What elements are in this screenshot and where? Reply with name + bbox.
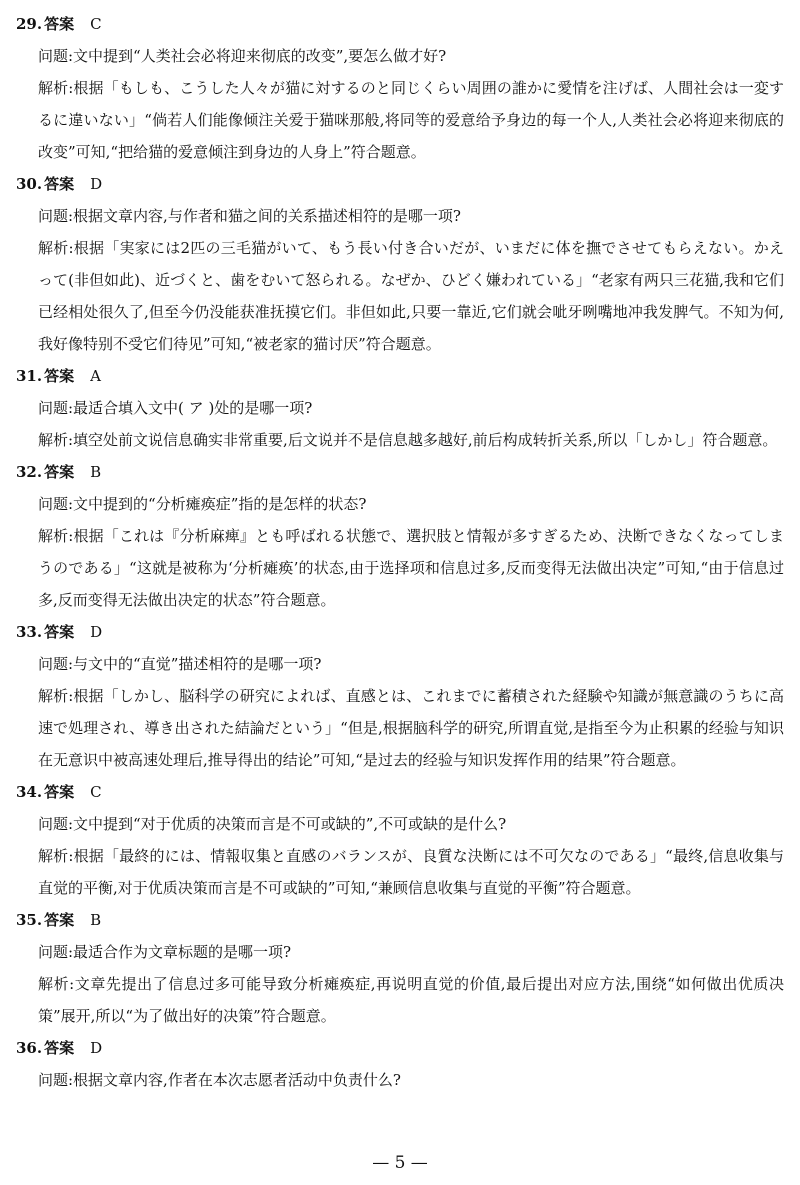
answer-letter: D xyxy=(90,1039,103,1057)
answer-letter: B xyxy=(90,463,102,481)
answer-header xyxy=(16,616,784,648)
answer-header xyxy=(16,904,784,936)
answer-item-34 xyxy=(16,776,784,904)
question-number: 34. xyxy=(16,783,43,801)
question-text: 问题:根据文章内容,与作者和猫之间的关系描述相符的是哪一项? xyxy=(38,207,461,225)
answer-letter: D xyxy=(90,623,103,641)
answer-label: 答案 xyxy=(44,15,75,33)
answer-header xyxy=(16,456,784,488)
answer-item-32 xyxy=(16,456,784,616)
answer-label: 答案 xyxy=(44,367,75,385)
question-text: 问题:与文中的“直觉”描述相符的是哪一项? xyxy=(38,655,322,673)
question-text: 问题:文中提到的“分析瘫痪症”指的是怎样的状态? xyxy=(38,495,367,513)
answer-item-30 xyxy=(16,168,784,360)
answer-header xyxy=(16,360,784,392)
question-text: 问题:根据文章内容,作者在本次志愿者活动中负责什么? xyxy=(38,1071,401,1089)
analysis-text: 解析:根据「これは『分析麻痺』とも呼ばれる状態で、選択肢と情報が多すぎるため、決断できなくなってしまうのである」“这就是被称为‘分析瘫痪’的状态,由于选择项和信息过多,反而变得无法做出决定”可知,“由于信息过多,反而变得无法做出决定的状态”符合题意。 xyxy=(38,527,784,609)
answer-header xyxy=(16,776,784,808)
answer-letter: B xyxy=(90,911,102,929)
answer-label: 答案 xyxy=(44,1039,75,1057)
question-number: 36. xyxy=(16,1039,43,1057)
question-text: 问题:最适合作为文章标题的是哪一项? xyxy=(38,943,292,961)
answer-label: 答案 xyxy=(44,911,75,929)
question-text: 问题:文中提到“对于优质的决策而言是不可或缺的”,不可或缺的是什么? xyxy=(38,815,507,833)
question-number: 31. xyxy=(16,367,43,385)
answer-letter: A xyxy=(90,367,101,385)
analysis-text: 解析:根据「実家には2匹の三毛猫がいて、もう長い付き合いだが、いまだに体を撫でさせてもらえない。かえって(非但如此)、近づくと、歯をむいて怒られる。なぜか、ひどく嫌われている」“老家有两只三花猫,我和它们已经相处很久了,但至今仍没能获准抚摸它们。非但如此,只要一靠近,它们就会呲牙咧嘴地冲我发脾气。不知为何,我好像特别不受它们待见”可知,“被老家的猫讨厌”符合题意。 xyxy=(38,239,784,353)
question-number: 30. xyxy=(16,175,43,193)
answer-item-31 xyxy=(16,360,784,456)
question-number: 35. xyxy=(16,911,43,929)
answer-label: 答案 xyxy=(44,463,75,481)
answer-header xyxy=(16,8,784,40)
analysis-text: 解析:根据「もしも、こうした人々が猫に対するのと同じくらい周囲の誰かに愛情を注げば、人間社会は一変するに違いない」“倘若人们能像倾注关爱于猫咪那般,将同等的爱意给予身边的每一个人,人类社会必将迎来彻底的改变”可知,“把给猫的爱意倾注到身边的人身上”符合题意。 xyxy=(38,79,784,161)
question-text: 问题:最适合填入文中( ア )处的是哪一项? xyxy=(38,399,313,417)
answer-letter: C xyxy=(90,15,102,33)
page-number: — 5 — xyxy=(372,1153,428,1173)
answer-header xyxy=(16,168,784,200)
answer-label: 答案 xyxy=(44,623,75,641)
answer-item-35 xyxy=(16,904,784,1032)
answer-label: 答案 xyxy=(44,175,75,193)
analysis-text: 解析:文章先提出了信息过多可能导致分析瘫痪症,再说明直觉的价值,最后提出对应方法,围绕“如何做出优质决策”展开,所以“为了做出好的决策”符合题意。 xyxy=(38,975,784,1025)
question-number: 33. xyxy=(16,623,43,641)
answer-item-33 xyxy=(16,616,784,776)
question-number: 32. xyxy=(16,463,43,481)
question-text: 问题:文中提到“人类社会必将迎来彻底的改变”,要怎么做才好? xyxy=(38,47,447,65)
analysis-text: 解析:根据「最終的には、情報収集と直感のバランスが、良質な決断には不可欠なのである」“最终,信息收集与直觉的平衡,对于优质决策而言是不可或缺的”可知,“兼顾信息收集与直觉的平衡”符合题意。 xyxy=(38,847,784,897)
analysis-text: 解析:填空处前文说信息确实非常重要,后文说并不是信息越多越好,前后构成转折关系,所以「しかし」符合题意。 xyxy=(38,431,778,449)
answer-item-29 xyxy=(16,8,784,168)
answer-header xyxy=(16,1032,784,1064)
answer-label: 答案 xyxy=(44,783,75,801)
answer-item-36 xyxy=(16,1032,784,1096)
answer-letter: C xyxy=(90,783,102,801)
analysis-text: 解析:根据「しかし、脳科学の研究によれば、直感とは、これまでに蓄積された経験や知識が無意識のうちに高速で処理され、導き出された結論だという」“但是,根据脑科学的研究,所谓直觉,是指至今为止积累的经验与知识在无意识中被高速处理后,推导得出的结论”可知,“是过去的经验与知识发挥作用的结果”符合题意。 xyxy=(38,687,784,769)
question-number: 29. xyxy=(16,15,43,33)
answer-letter: D xyxy=(90,175,103,193)
